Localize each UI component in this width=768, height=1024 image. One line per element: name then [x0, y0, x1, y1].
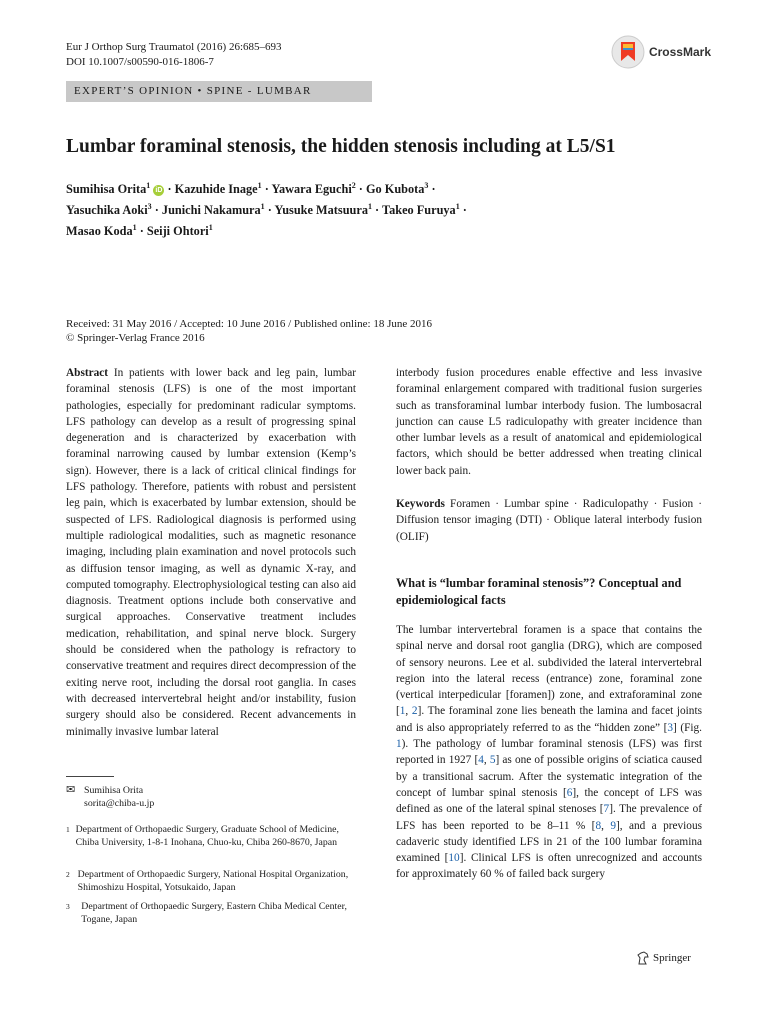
crossmark-label: CrossMark: [648, 45, 711, 59]
citation-link[interactable]: 10: [448, 852, 460, 865]
article-category-banner: EXPERT’S OPINION • SPINE - LUMBAR: [66, 81, 372, 102]
right-column: [396, 365, 702, 883]
author[interactable]: Sumihisa Orita$^1$: [66, 181, 151, 197]
springer-horse-icon: [636, 951, 650, 965]
author[interactable]: Yusuke Matsuura$^1$: [274, 202, 372, 218]
publisher-logo: [636, 951, 691, 965]
citation-link[interactable]: 4: [478, 754, 484, 767]
citation-link[interactable]: 1: [399, 705, 406, 718]
article-dates: [66, 317, 706, 345]
citation-link[interactable]: 3: [667, 721, 674, 734]
doi[interactable]: DOI 10.1007/s00590-016-1806-7: [66, 56, 214, 68]
corresponding-author: Sumihisa Orita: [84, 785, 144, 796]
envelope-icon: ✉: [66, 784, 76, 796]
crossmark-badge[interactable]: [611, 32, 711, 72]
citation-link[interactable]: 6: [566, 786, 573, 799]
keywords-label: Keywords: [396, 498, 445, 511]
article-title: Lumbar foraminal stenosis, the hidden stenosis including at L5/S1: [66, 136, 616, 157]
section-body: The lumbar intervertebral foramen is a space that contains the spinal nerve and dorsal root ganglia (DRG), which are composed of sensory neurons. Lee et al. subdivided the lateral intervertebral region into the lateral recess (entrance) zone, foraminal zone (vertical interpedicular [foramen]) zone, and extraforaminal zone [1, 2]. The foraminal zone lies beneath the lamina and facet joints and is also appropriately referred to as the “hidden zone” [3] (Fig. 1). The pathology of lumbar foraminal stenosis (LFS) was first reported in 1927 [4, 5] as one of possible origins of sciatica caused by a transitional sacrum. After the systematic integration of the concept of lumbar spinal stenosis [6], the concept of LFS was defined as one of the lateral spinal stenoses [7]. The prevalence of LFS has been reported to be 8–11 % [8, 9], and a previous cadaveric study identified LFS in 21 of the 100 lumbar foramina examined [10]. Clinical LFS is often unrecognized and accounts for approximately 60 % of failed back surgery: [396, 623, 702, 881]
orcid-icon[interactable]: iD: [155, 186, 163, 194]
affiliation: 2 Department of Orthopaedic Surgery, National Hospital Organization, Shimoshizu Hospital, Yotsukaido, Japan: [66, 869, 349, 893]
section-heading: What is “lumbar foraminal stenosis”? Conceptual and epidemiological facts: [396, 575, 682, 607]
author[interactable]: Seiji Ohtori$^1$: [146, 223, 213, 239]
author[interactable]: Yasuchika Aoki$^3$: [66, 202, 152, 218]
abstract: [66, 365, 356, 740]
footnote-divider: [66, 776, 114, 777]
abstract-label: Abstract: [66, 367, 109, 379]
author[interactable]: Yawara Eguchi$^2$: [271, 181, 356, 197]
author[interactable]: Kazuhide Inage$^1$: [174, 181, 262, 197]
copyright: © Springer-Verlag France 2016: [66, 332, 205, 344]
keywords: [396, 496, 702, 545]
citation-link[interactable]: 5: [489, 754, 496, 767]
figure-link[interactable]: 1: [396, 738, 402, 751]
citation-link[interactable]: 2: [411, 705, 418, 718]
crossmark-icon: [611, 35, 645, 69]
affiliation: 3 Department of Orthopaedic Surgery, Eastern Chiba Medical Center, Togane, Japan: [66, 901, 347, 925]
abstract-text: In patients with lower back and leg pain, lumbar foraminal stenosis (LFS) is one of the most important pathologies, especially for predominant radicular symptoms. LFS pathology can develop as a result of progressing spinal degeneration and is characterized by exacerbation with foraminal narrowing caused by lumbar extension (Kemp’s sign). However, there is a lack of critical clinical findings for LFS pathology. Therefore, patients with robust and persistent leg pain, which is exacerbated by lumbar extension, should be suspected of LFS. Radiological diagnosis is performed using multiple radiological modalities, such as magnetic resonance imaging, including plain examination and novel protocols such as diffusion tensor imaging, as well as dynamic X-ray, and computed tomography. Electrophysiological testing can also aid diagnosis. Treatment options include both conservative and surgical approaches. Conservative treatment includes medication, rehabilitation, and spinal nerve block. Surgery should be considered when the pathology is refractory to conservative treatment and requires direct decompression of the exiting nerve root, including the dorsal root ganglia. In cases with decreased intervertebral height and/or instability, fusion surgery should also be considered. Recent advancements in minimally invasive lumbar lateral: [66, 367, 356, 738]
publisher-name: Springer: [653, 952, 691, 964]
author[interactable]: Takeo Furuya$^1$: [382, 202, 460, 218]
author[interactable]: Masao Koda$^1$: [66, 223, 137, 239]
affiliation: 1 Department of Orthopaedic Surgery, Graduate School of Medicine, Chiba University, 1-8-1 Inohana, Chuo-ku, Chiba 260-8670, Japan: [66, 824, 339, 848]
author[interactable]: Junichi Nakamura$^1$: [161, 202, 265, 218]
correspondence: [66, 784, 356, 810]
citation-link[interactable]: 7: [603, 803, 610, 816]
journal-citation: [66, 40, 282, 70]
author-list: Sumihisa Orita$^1$ iD · Kazuhide Inage$^1$ · Yawara Eguchi$^2$ · Go Kubota$^3$ · Yasuchika Aoki$^3$ · Junichi Nakamura$^1$ · Yusuke Matsuura$^1$ · Takeo Furuya$^1$ · Masao Koda$^1$ · Seiji Ohtori$^1$: [66, 181, 467, 239]
citation-link[interactable]: 8: [595, 819, 602, 832]
abstract-continued: interbody fusion procedures enable effective and less invasive foraminal enlargement compared with traditional fusion surgeries such as transforaminal lumbar interbody fusion. The lumbosacral junction can cause L5 radiculopathy with greater incidence than other lumbar levels as a result of anatomical and epidemiological factors, which should be better addressed when treating clinical lower back pain.: [396, 367, 702, 477]
citation-link[interactable]: 9: [610, 819, 616, 832]
journal-name: Eur J Orthop Surg Traumatol (2016) 26:685–693: [66, 41, 282, 53]
author[interactable]: Go Kubota$^3$: [365, 181, 429, 197]
received-accepted-published: Received: 31 May 2016 / Accepted: 10 June 2016 / Published online: 18 June 2016: [66, 318, 433, 330]
keywords-text: Foramen · Lumbar spine · Radiculopathy · Fusion · Diffusion tensor imaging (DTI) · Oblique lateral interbody fusion (OLIF): [396, 498, 702, 543]
corresponding-email[interactable]: sorita@chiba-u.jp: [84, 798, 155, 809]
